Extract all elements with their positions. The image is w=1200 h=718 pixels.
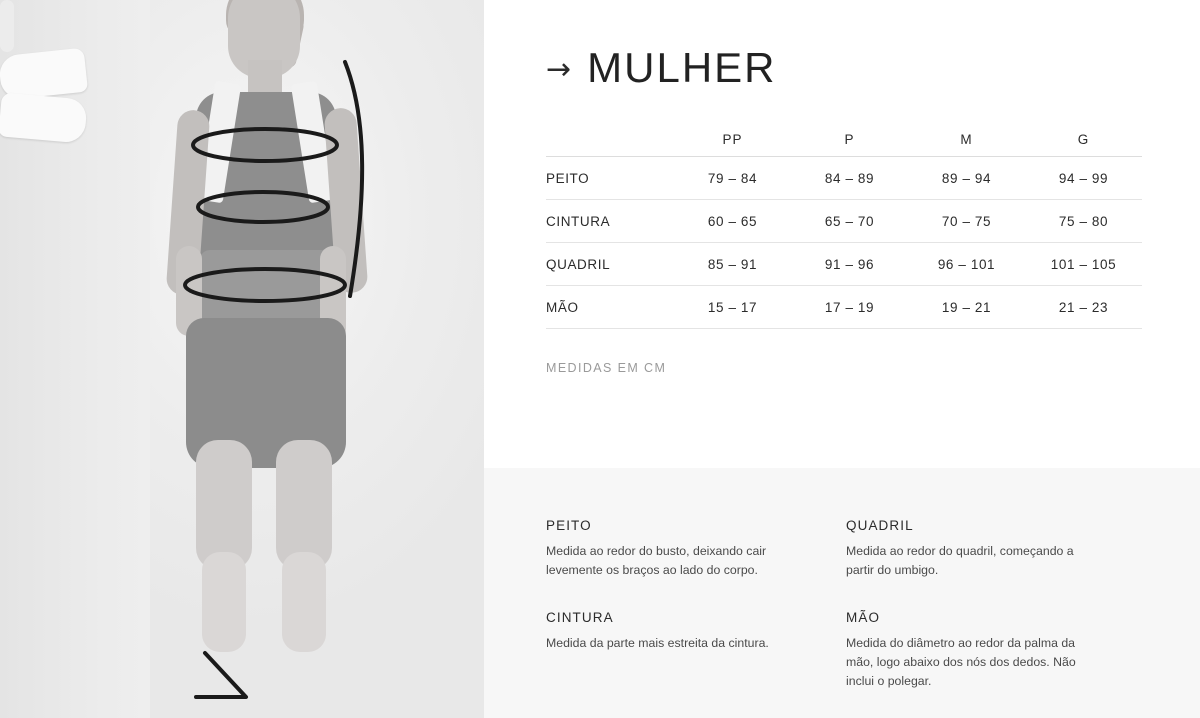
row-label-cintura: CINTURA — [546, 214, 611, 229]
column-header-blank — [546, 118, 674, 157]
size-content-panel — [484, 0, 1200, 718]
column-header-p: P — [791, 118, 908, 157]
measurement-notes-section — [484, 468, 1200, 718]
table-row — [546, 157, 1142, 200]
note-quadril-text: Medida ao redor do quadril, começando a partir do umbigo. — [846, 544, 1074, 578]
cell-cintura-p: 65 – 70 — [824, 214, 875, 229]
table-header-row — [546, 118, 1142, 157]
cell-peito-pp: 79 – 84 — [707, 171, 758, 186]
cell-mao-pp: 15 – 17 — [707, 300, 758, 315]
cell-quadril-p: 91 – 96 — [824, 257, 875, 272]
cell-mao-p: 17 – 19 — [824, 300, 875, 315]
row-label-peito: PEITO — [546, 171, 590, 186]
units-note: MEDIDAS EM CM — [546, 361, 667, 375]
note-peito-text: Medida ao redor do busto, deixando cair levemente os braços ao lado do corpo. — [546, 544, 767, 578]
table-row — [546, 286, 1142, 329]
note-mao-title: MÃO — [846, 610, 881, 626]
note-mao-text: Medida do diâmetro ao redor da palma da mão, logo abaixo dos nós dos dedos. Não inclui o polegar. — [846, 636, 1076, 689]
cell-quadril-pp: 85 – 91 — [707, 257, 758, 272]
cell-cintura-pp: 60 – 65 — [707, 214, 758, 229]
note-mao — [846, 610, 1142, 691]
note-quadril-title: QUADRIL — [846, 518, 914, 533]
cell-cintura-g: 75 – 80 — [1058, 214, 1109, 229]
arrow-right-icon: → — [546, 52, 572, 87]
column-header-g: G — [1025, 118, 1142, 157]
hip-measure-line — [185, 269, 345, 301]
note-quadril — [846, 518, 1142, 580]
note-peito — [546, 518, 846, 580]
size-table-section — [484, 0, 1200, 468]
page-title — [546, 44, 1142, 92]
table-row — [546, 200, 1142, 243]
measurement-lines-overlay — [0, 0, 484, 718]
row-label-mao: MÃO — [546, 300, 579, 315]
arm-length-measure-line — [345, 62, 362, 296]
cell-peito-g: 94 – 99 — [1058, 171, 1109, 186]
cell-quadril-g: 101 – 105 — [1050, 257, 1117, 272]
note-peito-title: PEITO — [546, 518, 592, 533]
cell-peito-m: 89 – 94 — [941, 171, 992, 186]
note-cintura — [546, 610, 846, 691]
waist-measure-line — [198, 192, 328, 222]
cell-mao-g: 21 – 23 — [1058, 300, 1109, 315]
note-cintura-text: Medida da parte mais estreita da cintura. — [546, 636, 769, 651]
model-figure-panel — [0, 0, 484, 718]
foot-measure-line — [196, 653, 246, 697]
cell-peito-p: 84 – 89 — [824, 171, 875, 186]
page-title-text: MULHER — [587, 44, 777, 91]
size-table — [546, 118, 1142, 329]
column-header-m: M — [908, 118, 1025, 157]
column-header-pp: PP — [674, 118, 791, 157]
row-label-quadril: QUADRIL — [546, 257, 611, 272]
cell-cintura-m: 70 – 75 — [941, 214, 992, 229]
cell-mao-m: 19 – 21 — [941, 300, 992, 315]
note-cintura-title: CINTURA — [546, 610, 614, 626]
cell-quadril-m: 96 – 101 — [937, 257, 996, 272]
chest-measure-line — [193, 129, 337, 161]
table-row — [546, 243, 1142, 286]
